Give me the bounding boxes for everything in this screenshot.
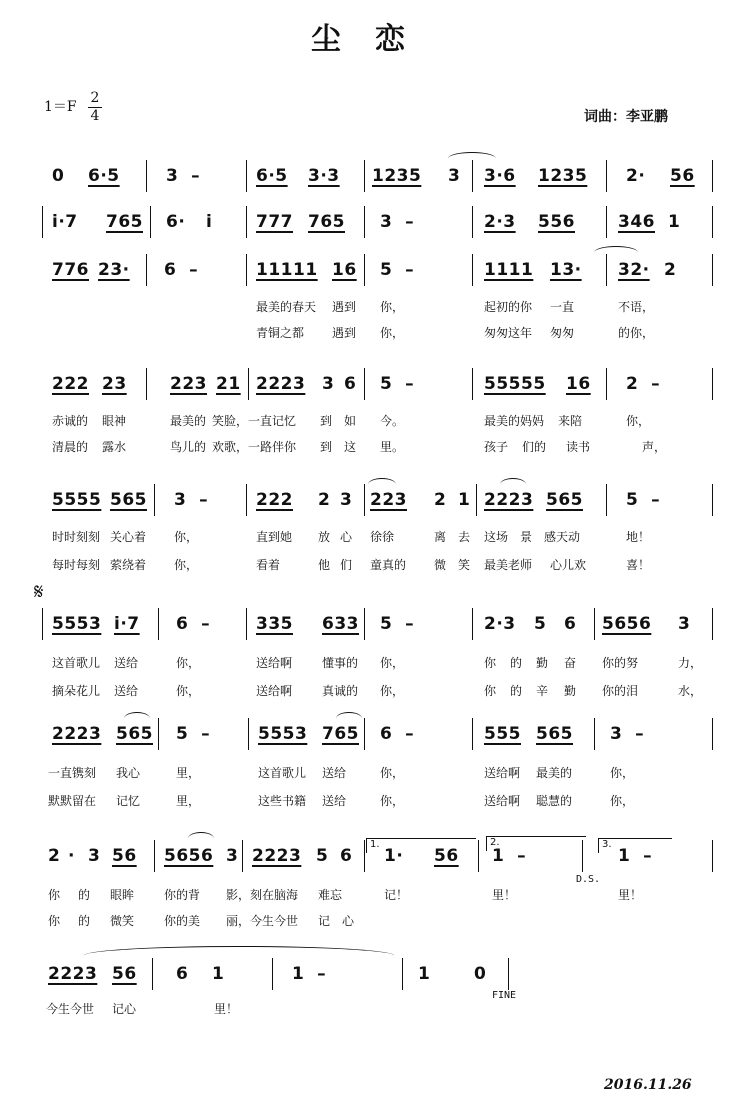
slur-mark bbox=[336, 712, 362, 725]
note-group: 5 bbox=[316, 846, 329, 866]
lyric-word: 一直 bbox=[550, 300, 575, 314]
lyric-word: 里！ bbox=[214, 1002, 239, 1016]
barline bbox=[606, 368, 607, 400]
note-group: 776 bbox=[52, 260, 89, 280]
note-group: 6 – bbox=[380, 724, 415, 744]
lyric-word: 露水 bbox=[102, 440, 127, 454]
barline bbox=[712, 254, 713, 286]
note-group: 6 bbox=[340, 846, 353, 866]
final-barline bbox=[508, 958, 509, 990]
lyric-word: 最美的 bbox=[536, 766, 573, 780]
lyric-word: 摘朵花儿 bbox=[52, 684, 101, 698]
lyric-word: 送给 bbox=[114, 684, 139, 698]
note-group: 6 bbox=[176, 964, 189, 984]
lyric-word: 地！ bbox=[626, 530, 651, 544]
lyric-word: 勤 bbox=[536, 656, 549, 670]
lyric-word: 心 bbox=[340, 530, 353, 544]
time-sig-bottom: 4 bbox=[88, 107, 102, 125]
lyric-word: 你的美 bbox=[164, 914, 201, 928]
volta-3: 3. bbox=[598, 838, 672, 853]
lyric-word: 童真的 bbox=[370, 558, 407, 572]
barline bbox=[472, 718, 473, 750]
lyric-word: 你， bbox=[380, 300, 405, 314]
barline bbox=[476, 484, 477, 516]
note-group: 2 bbox=[664, 260, 677, 280]
lyric-word: 你， bbox=[380, 326, 405, 340]
lyric-word: 离 bbox=[434, 530, 447, 544]
note-group: 5 – bbox=[380, 614, 415, 634]
note-group: 3 bbox=[448, 166, 461, 186]
note-group: 777 bbox=[256, 212, 293, 232]
lyric-word: 最美的春天 bbox=[256, 300, 317, 314]
note-group: 16 bbox=[332, 260, 357, 280]
lyric-word: 你， bbox=[610, 766, 635, 780]
lyric-word: 这场 bbox=[484, 530, 509, 544]
lyric-word: 你的背 bbox=[164, 888, 201, 902]
note-group: 16 bbox=[566, 374, 591, 394]
note-group: 2· bbox=[626, 166, 646, 186]
note-group: 21 bbox=[216, 374, 241, 394]
note-group: 3 – bbox=[380, 212, 415, 232]
lyric-word: 送给 bbox=[322, 794, 347, 808]
barline bbox=[364, 840, 365, 872]
barline bbox=[472, 254, 473, 286]
note-group: 1· bbox=[384, 846, 404, 866]
volta-1: 1. bbox=[366, 838, 476, 853]
note-group: 2223 bbox=[256, 374, 306, 394]
barline bbox=[712, 484, 713, 516]
barline bbox=[472, 608, 473, 640]
barline bbox=[582, 840, 583, 872]
note-group: 23 bbox=[102, 374, 127, 394]
barline bbox=[606, 484, 607, 516]
lyric-word: 送给 bbox=[322, 766, 347, 780]
lyric-word: 匆匆这年 bbox=[484, 326, 533, 340]
note-group: 556 bbox=[538, 212, 575, 232]
lyric-word: 记忆 bbox=[116, 794, 141, 808]
lyric-word: 景 bbox=[520, 530, 533, 544]
lyric-word: 萦绕着 bbox=[110, 558, 147, 572]
composer-credit: 词曲：李亚鹏 bbox=[584, 109, 668, 125]
lyric-word: 里， bbox=[176, 794, 201, 808]
note-group: 3 bbox=[88, 846, 101, 866]
barline bbox=[594, 608, 595, 640]
lyric-word: 到 bbox=[320, 414, 333, 428]
lyric-word: 直到她 bbox=[256, 530, 293, 544]
note-group: 5 – bbox=[626, 490, 661, 510]
lyric-word: 你， bbox=[174, 530, 199, 544]
lyric-word: 难忘 bbox=[318, 888, 343, 902]
lyric-word: 的 bbox=[78, 914, 91, 928]
time-signature bbox=[88, 90, 102, 125]
note-group: 1 bbox=[212, 964, 225, 984]
lyric-word: 笑脸，一直记忆 bbox=[212, 414, 297, 428]
note-group: 335 bbox=[256, 614, 293, 634]
lyric-word: 时时刻刻 bbox=[52, 530, 101, 544]
barline bbox=[158, 718, 159, 750]
lyric-word: 这首歌儿 bbox=[52, 656, 101, 670]
time-sig-top: 2 bbox=[90, 90, 100, 106]
lyric-word: 这首歌儿 bbox=[258, 766, 307, 780]
slur-mark bbox=[84, 946, 394, 965]
lyric-word: 微 bbox=[434, 558, 447, 572]
note-group: 5 – bbox=[176, 724, 211, 744]
barline bbox=[246, 206, 247, 238]
note-group: 55555 bbox=[484, 374, 546, 394]
lyric-word: 记！ bbox=[384, 888, 409, 902]
note-group: 56 bbox=[112, 964, 137, 984]
lyric-word: 辛 bbox=[536, 684, 549, 698]
barline bbox=[712, 368, 713, 400]
slur-mark bbox=[500, 478, 526, 491]
note-group: 6 bbox=[564, 614, 577, 634]
lyric-word: 你的努 bbox=[602, 656, 639, 670]
lyric-word: 你， bbox=[174, 558, 199, 572]
note-group: 1 bbox=[668, 212, 681, 232]
barline bbox=[364, 254, 365, 286]
lyric-word: 声， bbox=[642, 440, 667, 454]
note-group: 2223 bbox=[52, 724, 102, 744]
lyric-word: 笑 bbox=[458, 558, 471, 572]
lyric-word: 鸟儿的 bbox=[170, 440, 207, 454]
lyric-word: 你 bbox=[484, 656, 497, 670]
note-group: 3 bbox=[340, 490, 353, 510]
note-group: 1111 bbox=[484, 260, 534, 280]
note-group: 3 – bbox=[174, 490, 209, 510]
barline bbox=[158, 608, 159, 640]
note-group: 0 bbox=[52, 166, 65, 186]
barline bbox=[364, 160, 365, 192]
note-group: 223 bbox=[370, 490, 407, 510]
lyric-word: 微笑 bbox=[110, 914, 135, 928]
note-group: 6·5 bbox=[88, 166, 120, 186]
lyric-word: 你， bbox=[380, 656, 405, 670]
lyric-word: 你 bbox=[48, 914, 61, 928]
barline bbox=[248, 368, 249, 400]
lyric-word: 勤 bbox=[564, 684, 577, 698]
lyric-word: 他 bbox=[318, 558, 331, 572]
note-group: 2 bbox=[434, 490, 447, 510]
barline bbox=[712, 608, 713, 640]
lyric-word: 们的 bbox=[522, 440, 547, 454]
note-group: i bbox=[206, 212, 213, 232]
lyric-word: 的 bbox=[510, 684, 523, 698]
lyric-word: 徐徐 bbox=[370, 530, 395, 544]
note-group: 1 – bbox=[292, 964, 327, 984]
barline bbox=[472, 368, 473, 400]
note-group: 2223 bbox=[484, 490, 534, 510]
lyric-word: 记 bbox=[318, 914, 331, 928]
barline bbox=[712, 206, 713, 238]
lyric-word: 读书 bbox=[566, 440, 591, 454]
lyric-word: 你 bbox=[48, 888, 61, 902]
note-group: 346 bbox=[618, 212, 655, 232]
lyric-word: 今生今世 bbox=[46, 1002, 95, 1016]
barline bbox=[364, 484, 365, 516]
note-group: 765 bbox=[322, 724, 359, 744]
note-group: 56 bbox=[434, 846, 459, 866]
lyric-word: 眼神 bbox=[102, 414, 127, 428]
note-group: 1 bbox=[458, 490, 471, 510]
lyric-word: 你， bbox=[380, 684, 405, 698]
note-group: 56 bbox=[670, 166, 695, 186]
lyric-word: 清晨的 bbox=[52, 440, 89, 454]
note-group: i·7 bbox=[114, 614, 140, 634]
lyric-word: 最美的妈妈 bbox=[484, 414, 545, 428]
note-group: 5 – bbox=[380, 374, 415, 394]
note-group: 6 bbox=[344, 374, 357, 394]
note-group: 765 bbox=[106, 212, 143, 232]
note-group: 6·5 bbox=[256, 166, 288, 186]
note-group: 3 bbox=[226, 846, 239, 866]
lyric-word: 感天动 bbox=[544, 530, 581, 544]
note-group: 3 bbox=[678, 614, 691, 634]
note-group: 5555 bbox=[52, 490, 102, 510]
slur-mark bbox=[594, 246, 638, 259]
date-stamp: 2016.11.26 bbox=[604, 1077, 692, 1093]
lyric-word: 如 bbox=[344, 414, 357, 428]
barline bbox=[146, 368, 147, 400]
note-group: 0 bbox=[474, 964, 487, 984]
barline bbox=[364, 368, 365, 400]
lyric-word: 匆匆 bbox=[550, 326, 575, 340]
note-group: 5 bbox=[534, 614, 547, 634]
lyric-word: 不语， bbox=[618, 300, 655, 314]
lyric-word: 力， bbox=[678, 656, 703, 670]
barline bbox=[364, 608, 365, 640]
note-group: · bbox=[68, 846, 75, 866]
lyric-word: 关心着 bbox=[110, 530, 147, 544]
note-group: 2223 bbox=[252, 846, 302, 866]
lyric-word: 看着 bbox=[256, 558, 281, 572]
note-group: 3 bbox=[322, 374, 335, 394]
barline bbox=[402, 958, 403, 990]
slur-mark bbox=[368, 478, 396, 491]
note-group: 2 bbox=[48, 846, 61, 866]
lyric-word: 的你， bbox=[618, 326, 655, 340]
lyric-word: 每时每刻 bbox=[52, 558, 101, 572]
lyric-word: 到 bbox=[320, 440, 333, 454]
lyric-word: 青铜之都 bbox=[256, 326, 305, 340]
slur-mark bbox=[448, 152, 496, 165]
note-group: 56 bbox=[112, 846, 137, 866]
note-group: 6 – bbox=[164, 260, 199, 280]
slur-mark bbox=[124, 712, 150, 725]
lyric-word: 记心 bbox=[112, 1002, 137, 1016]
lyric-word: 这 bbox=[344, 440, 357, 454]
lyric-word: 丽，今生今世 bbox=[226, 914, 299, 928]
note-group: 223 bbox=[170, 374, 207, 394]
barline bbox=[146, 254, 147, 286]
lyric-word: 奋 bbox=[564, 656, 577, 670]
lyric-word: 你， bbox=[380, 794, 405, 808]
segno-icon: 𝄋 bbox=[34, 580, 44, 605]
lyric-word: 送给 bbox=[114, 656, 139, 670]
lyric-word: 们 bbox=[340, 558, 353, 572]
lyric-word: 我心 bbox=[116, 766, 141, 780]
note-group: 555 bbox=[484, 724, 521, 744]
note-group: 32· bbox=[618, 260, 650, 280]
barline bbox=[154, 484, 155, 516]
lyric-word: 你， bbox=[380, 766, 405, 780]
lyric-word: 送给啊 bbox=[256, 656, 293, 670]
lyric-word: 心儿欢 bbox=[550, 558, 587, 572]
lyric-word: 一直镌刻 bbox=[48, 766, 97, 780]
barline bbox=[154, 840, 155, 872]
lyric-word: 心 bbox=[342, 914, 355, 928]
note-group: 222 bbox=[256, 490, 293, 510]
lyric-word: 去 bbox=[458, 530, 471, 544]
barline bbox=[246, 608, 247, 640]
barline bbox=[712, 840, 713, 872]
lyric-word: 来陪 bbox=[558, 414, 583, 428]
barline bbox=[478, 840, 479, 872]
ds-marking: D.S. bbox=[576, 874, 601, 885]
song-title: 尘恋 bbox=[311, 22, 439, 57]
note-group: 3·3 bbox=[308, 166, 340, 186]
barline bbox=[246, 160, 247, 192]
barline bbox=[364, 718, 365, 750]
note-group: 765 bbox=[308, 212, 345, 232]
fine-marking: FINE bbox=[492, 990, 517, 1001]
key-signature: 1＝F bbox=[44, 99, 77, 115]
note-group: 565 bbox=[116, 724, 153, 744]
lyric-word: 聪慧的 bbox=[536, 794, 573, 808]
lyric-word: 孩子 bbox=[484, 440, 509, 454]
note-group: 23· bbox=[98, 260, 130, 280]
note-group: 5656 bbox=[164, 846, 214, 866]
lyric-word: 你， bbox=[176, 684, 201, 698]
note-group: 1235 bbox=[372, 166, 422, 186]
volta-2: 2. bbox=[486, 836, 586, 851]
note-group: 6 – bbox=[176, 614, 211, 634]
note-group: 1 – bbox=[492, 846, 527, 866]
note-group: 2·3 bbox=[484, 614, 516, 634]
note-group: 1 bbox=[418, 964, 431, 984]
lyric-word: 的 bbox=[510, 656, 523, 670]
lyric-word: 影，刻在脑海 bbox=[226, 888, 299, 902]
lyric-word: 遇到 bbox=[332, 326, 357, 340]
lyric-word: 放 bbox=[318, 530, 331, 544]
lyric-word: 真诚的 bbox=[322, 684, 359, 698]
note-group: 3·6 bbox=[484, 166, 516, 186]
note-group: 5553 bbox=[258, 724, 308, 744]
lyric-word: 起初的你 bbox=[484, 300, 533, 314]
barline bbox=[246, 254, 247, 286]
barline bbox=[146, 160, 147, 192]
lyric-word: 默默留在 bbox=[48, 794, 97, 808]
note-group: 565 bbox=[536, 724, 573, 744]
note-group: 11111 bbox=[256, 260, 318, 280]
barline bbox=[42, 608, 43, 640]
lyric-word: 里， bbox=[176, 766, 201, 780]
lyric-word: 眼眸 bbox=[110, 888, 135, 902]
lyric-word: 你的泪 bbox=[602, 684, 639, 698]
lyric-word: 你， bbox=[176, 656, 201, 670]
lyric-word: 里。 bbox=[380, 440, 405, 454]
slur-mark bbox=[188, 832, 214, 845]
barline bbox=[364, 206, 365, 238]
note-group: 2 bbox=[318, 490, 331, 510]
barline bbox=[594, 718, 595, 750]
barline bbox=[606, 160, 607, 192]
note-group: 5656 bbox=[602, 614, 652, 634]
lyric-word: 你， bbox=[626, 414, 651, 428]
lyric-word: 今。 bbox=[380, 414, 405, 428]
lyric-word: 水， bbox=[678, 684, 703, 698]
lyric-word: 最美的 bbox=[170, 414, 207, 428]
lyric-word: 里！ bbox=[492, 888, 517, 902]
lyric-word: 你， bbox=[610, 794, 635, 808]
note-group: 5 – bbox=[380, 260, 415, 280]
lyric-word: 里！ bbox=[618, 888, 643, 902]
note-group: i·7 bbox=[52, 212, 78, 232]
note-group: 3 – bbox=[610, 724, 645, 744]
barline bbox=[246, 484, 247, 516]
barline bbox=[472, 206, 473, 238]
note-group: 6· bbox=[166, 212, 186, 232]
barline bbox=[712, 160, 713, 192]
lyric-word: 赤诚的 bbox=[52, 414, 89, 428]
barline bbox=[242, 840, 243, 872]
lyric-word: 送给啊 bbox=[484, 766, 521, 780]
lyric-word: 这些书籍 bbox=[258, 794, 307, 808]
lyric-word: 遇到 bbox=[332, 300, 357, 314]
repeat-barline bbox=[42, 206, 43, 238]
barline bbox=[150, 206, 151, 238]
lyric-word: 最美老师 bbox=[484, 558, 533, 572]
lyric-word: 送给啊 bbox=[256, 684, 293, 698]
note-group: 1 – bbox=[618, 846, 653, 866]
note-group: 5553 bbox=[52, 614, 102, 634]
note-group: 222 bbox=[52, 374, 89, 394]
note-group: 565 bbox=[110, 490, 147, 510]
lyric-word: 懂事的 bbox=[322, 656, 359, 670]
lyric-word: 欢歌，一路伴你 bbox=[212, 440, 297, 454]
note-group: 13· bbox=[550, 260, 582, 280]
note-group: 2 – bbox=[626, 374, 661, 394]
lyric-word: 你 bbox=[484, 684, 497, 698]
lyric-word: 喜！ bbox=[626, 558, 651, 572]
note-group: 1235 bbox=[538, 166, 588, 186]
lyric-word: 送给啊 bbox=[484, 794, 521, 808]
lyric-word: 的 bbox=[78, 888, 91, 902]
note-group: 565 bbox=[546, 490, 583, 510]
barline bbox=[248, 718, 249, 750]
barline bbox=[712, 718, 713, 750]
note-group: 633 bbox=[322, 614, 359, 634]
note-group: 3 – bbox=[166, 166, 201, 186]
note-group: 2·3 bbox=[484, 212, 516, 232]
barline bbox=[606, 206, 607, 238]
note-group: 2223 bbox=[48, 964, 98, 984]
